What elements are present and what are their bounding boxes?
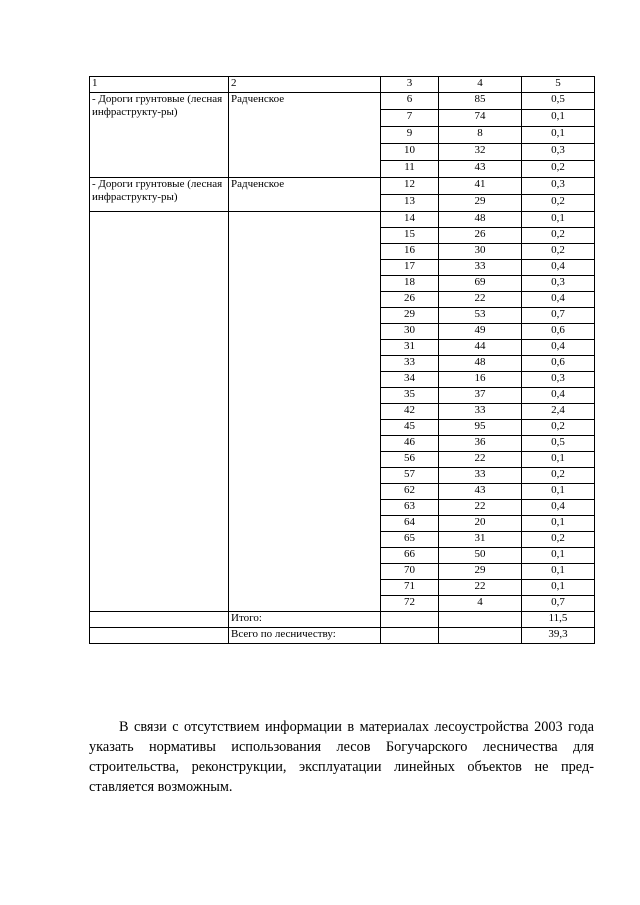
area-cell: 0,1 [522, 516, 595, 532]
quarter-cell: 6 [381, 93, 439, 110]
header-cell: 4 [439, 77, 522, 93]
grand-total-row [90, 628, 595, 644]
area-cell: 0,1 [522, 110, 595, 127]
quarter-cell: 63 [381, 500, 439, 516]
area-cell: 0,1 [522, 127, 595, 144]
quarter-cell: 10 [381, 144, 439, 161]
header-cell: 3 [381, 77, 439, 93]
total-row-label: Итого: [229, 612, 381, 628]
quarter-cell: 56 [381, 452, 439, 468]
quarter-cell: 29 [381, 308, 439, 324]
area-cell: 2,4 [522, 404, 595, 420]
quarter-cell: 42 [381, 404, 439, 420]
plot-cell: 30 [439, 244, 522, 260]
empty-cell [90, 612, 229, 628]
area-cell: 0,1 [522, 548, 595, 564]
empty-cell [381, 612, 439, 628]
quarter-cell: 70 [381, 564, 439, 580]
empty-cell [90, 628, 229, 644]
plot-cell: 32 [439, 144, 522, 161]
plot-cell: 41 [439, 178, 522, 195]
quarter-cell: 64 [381, 516, 439, 532]
plot-cell: 31 [439, 532, 522, 548]
plot-cell: 22 [439, 500, 522, 516]
object-type-cell: - Дороги грунтовые (лесная инфраструкту-ры) [90, 178, 229, 212]
plot-cell: 4 [439, 596, 522, 612]
plot-cell: 22 [439, 580, 522, 596]
area-cell: 0,2 [522, 195, 595, 212]
plot-cell: 43 [439, 161, 522, 178]
plot-cell: 49 [439, 324, 522, 340]
forestry-cell: Радченское [229, 93, 381, 178]
plot-cell: 22 [439, 452, 522, 468]
area-cell: 0,6 [522, 356, 595, 372]
grand-total-row-label: Всего по лесничеству: [229, 628, 381, 644]
plot-cell: 16 [439, 372, 522, 388]
quarter-cell: 62 [381, 484, 439, 500]
header-cell: 5 [522, 77, 595, 93]
quarter-cell: 18 [381, 276, 439, 292]
area-cell: 0,5 [522, 436, 595, 452]
grand-total-row-value: 39,3 [522, 628, 595, 644]
total-row [90, 612, 595, 628]
quarter-cell: 72 [381, 596, 439, 612]
plot-cell: 26 [439, 228, 522, 244]
area-cell: 0,4 [522, 340, 595, 356]
empty-cell [439, 612, 522, 628]
area-cell: 0,4 [522, 388, 595, 404]
quarter-cell: 65 [381, 532, 439, 548]
area-cell: 0,2 [522, 244, 595, 260]
quarter-cell: 13 [381, 195, 439, 212]
table-row [90, 178, 595, 195]
object-type-cell: - Дороги грунтовые (лесная инфраструкту-ры) [90, 93, 229, 178]
quarter-cell: 7 [381, 110, 439, 127]
plot-cell: 43 [439, 484, 522, 500]
plot-cell: 20 [439, 516, 522, 532]
area-cell: 0,1 [522, 212, 595, 228]
header-cell: 2 [229, 77, 381, 93]
plot-cell: 8 [439, 127, 522, 144]
quarter-cell: 45 [381, 420, 439, 436]
area-cell: 0,6 [522, 324, 595, 340]
empty-type-cell [90, 212, 229, 612]
table-header-row [90, 77, 595, 93]
plot-cell: 48 [439, 212, 522, 228]
total-row-value: 11,5 [522, 612, 595, 628]
quarter-cell: 11 [381, 161, 439, 178]
quarter-cell: 57 [381, 468, 439, 484]
area-cell: 0,4 [522, 292, 595, 308]
plot-cell: 50 [439, 548, 522, 564]
quarter-cell: 35 [381, 388, 439, 404]
header-cell: 1 [90, 77, 229, 93]
plot-cell: 33 [439, 404, 522, 420]
forest-infrastructure-table [89, 76, 595, 644]
quarter-cell: 26 [381, 292, 439, 308]
table-row [90, 93, 595, 110]
quarter-cell: 46 [381, 436, 439, 452]
table-row [90, 212, 595, 228]
plot-cell: 33 [439, 468, 522, 484]
table-body [90, 77, 595, 644]
area-cell: 0,1 [522, 484, 595, 500]
empty-forestry-cell [229, 212, 381, 612]
quarter-cell: 16 [381, 244, 439, 260]
area-cell: 0,2 [522, 228, 595, 244]
plot-cell: 53 [439, 308, 522, 324]
plot-cell: 33 [439, 260, 522, 276]
area-cell: 0,1 [522, 452, 595, 468]
area-cell: 0,5 [522, 93, 595, 110]
quarter-cell: 12 [381, 178, 439, 195]
area-cell: 0,3 [522, 178, 595, 195]
area-cell: 0,7 [522, 308, 595, 324]
plot-cell: 69 [439, 276, 522, 292]
plot-cell: 95 [439, 420, 522, 436]
area-cell: 0,2 [522, 161, 595, 178]
area-cell: 0,3 [522, 276, 595, 292]
plot-cell: 29 [439, 564, 522, 580]
quarter-cell: 9 [381, 127, 439, 144]
area-cell: 0,3 [522, 372, 595, 388]
area-cell: 0,2 [522, 420, 595, 436]
quarter-cell: 34 [381, 372, 439, 388]
plot-cell: 36 [439, 436, 522, 452]
quarter-cell: 17 [381, 260, 439, 276]
quarter-cell: 66 [381, 548, 439, 564]
body-paragraph: В связи с отсутствием информации в материалах лесоустройства 2003 года указать нормативы использования лесов Богучарского лесничества для строительства, реконструкции, эксплуатации линейных объектов не пред-ставляется возможным. [89, 719, 594, 795]
empty-cell [381, 628, 439, 644]
plot-cell: 37 [439, 388, 522, 404]
plot-cell: 22 [439, 292, 522, 308]
quarter-cell: 15 [381, 228, 439, 244]
plot-cell: 74 [439, 110, 522, 127]
area-cell: 0,3 [522, 144, 595, 161]
area-cell: 0,1 [522, 564, 595, 580]
quarter-cell: 30 [381, 324, 439, 340]
area-cell: 0,2 [522, 468, 595, 484]
empty-cell [439, 628, 522, 644]
plot-cell: 29 [439, 195, 522, 212]
area-cell: 0,2 [522, 532, 595, 548]
plot-cell: 85 [439, 93, 522, 110]
area-cell: 0,4 [522, 500, 595, 516]
quarter-cell: 33 [381, 356, 439, 372]
quarter-cell: 14 [381, 212, 439, 228]
area-cell: 0,1 [522, 580, 595, 596]
plot-cell: 44 [439, 340, 522, 356]
quarter-cell: 31 [381, 340, 439, 356]
plot-cell: 48 [439, 356, 522, 372]
quarter-cell: 71 [381, 580, 439, 596]
area-cell: 0,4 [522, 260, 595, 276]
area-cell: 0,7 [522, 596, 595, 612]
forestry-cell: Радченское [229, 178, 381, 212]
